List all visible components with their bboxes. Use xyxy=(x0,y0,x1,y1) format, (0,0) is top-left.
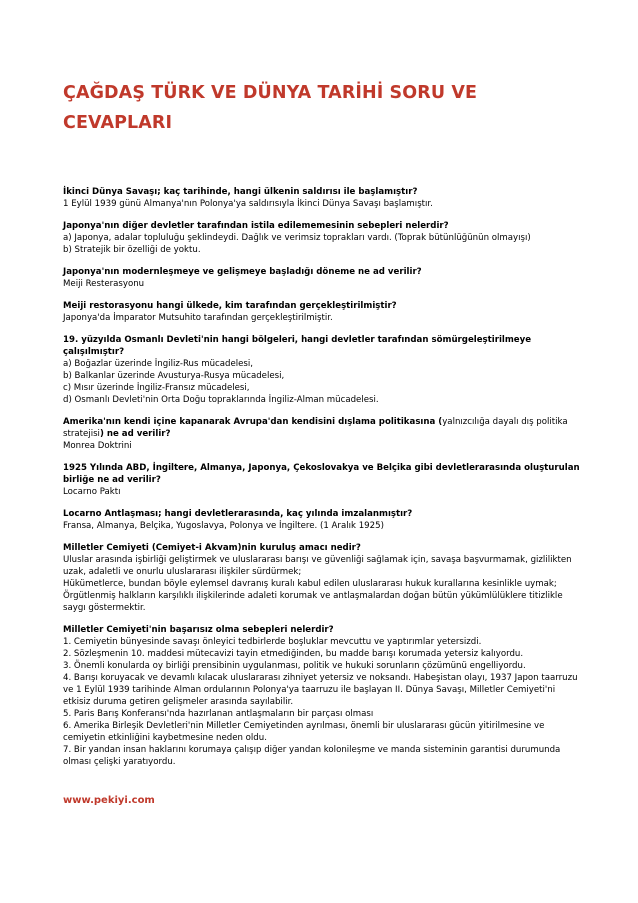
question-part: ) ne ad verilir? xyxy=(99,429,171,439)
question: Japonya'nın diğer devletler tarafından istila edilememesinin sebepleri nelerdir? xyxy=(63,221,449,231)
page-title xyxy=(63,78,583,138)
qa-item xyxy=(63,266,583,290)
question: Japonya'nın modernleşmeye ve gelişmeye başladığı döneme ne ad verilir? xyxy=(63,267,422,277)
question: Milletler Cemiyeti (Cemiyet-i Akvam)nin kuruluş amacı nedir? xyxy=(63,543,361,553)
answer-line: Uluslar arasında işbirliği geliştirmek ve uluslararası barışı ve güvenliği sağlamak için, savaşa başvurmamak, gizlilikten uzak, adaletli ve onurlu uluslararası ilişkiler sürdürmek; xyxy=(63,555,572,577)
question: Meiji restorasyonu hangi ülkede, kim tarafından gerçekleştirilmiştir? xyxy=(63,301,397,311)
answer-line: a) Boğazlar üzerinde İngiliz-Rus mücadelesi, xyxy=(63,359,254,369)
qa-item xyxy=(63,300,583,324)
answer-line: Fransa, Almanya, Belçika, Yugoslavya, Polonya ve İngiltere. (1 Aralık 1925) xyxy=(63,521,384,531)
answer-line: 2. Sözleşmenin 10. maddesi mütecavizi tayin etmediğinden, bu madde barışı korumada yetersiz kalıyordu. xyxy=(63,649,524,659)
answer-line: 1 Eylül 1939 günü Almanya'nın Polonya'ya saldırısıyla İkinci Dünya Savaşı başlamıştır. xyxy=(63,199,433,209)
question: Locarno Antlaşması; hangi devletlerarasında, kaç yılında imzalanmıştır? xyxy=(63,509,413,519)
qa-content xyxy=(63,186,583,778)
answer-line: c) Mısır üzerinde İngiliz-Fransız mücadelesi, xyxy=(63,383,250,393)
qa-item xyxy=(63,186,583,210)
answer-line: 6. Amerika Birleşik Devletleri'nin Milletler Cemiyetinden ayrılması, önemli bir uluslararası gücün yitirilmesine ve cemiyetin etkinliğini kaybetmesine neden oldu. xyxy=(63,721,545,743)
answer-line: b) Stratejik bir özelliği de yoktu. xyxy=(63,245,201,255)
qa-item xyxy=(63,220,583,256)
qa-item xyxy=(63,334,583,406)
answer-line: d) Osmanlı Devleti'nin Orta Doğu topraklarında İngiliz-Alman mücadelesi. xyxy=(63,395,379,405)
answer-line: b) Balkanlar üzerinde Avusturya-Rusya mücadelesi, xyxy=(63,371,285,381)
question-part-normal: yalnızcılığa dayalı dış politika stratejisi xyxy=(63,417,568,439)
question: 1925 Yılında ABD, İngiltere, Almanya, Japonya, Çekoslovakya ve Belçika gibi devletlerarasında oluşturulan birliğe ne ad verilir? xyxy=(63,463,580,485)
question: İkinci Dünya Savaşı; kaç tarihinde, hangi ülkenin saldırısı ile başlamıştır? xyxy=(63,187,418,197)
title-line-1: ÇAĞDAŞ TÜRK VE DÜNYA TARİHİ SORU VE xyxy=(63,83,478,103)
title-line-2: CEVAPLARI xyxy=(63,113,173,133)
answer-line: 7. Bir yandan insan haklarını korumaya çalışıp diğer yandan kolonileşme ve manda sisteminin garantisi durumunda olması çelişki yaratıyordu. xyxy=(63,745,561,767)
question xyxy=(63,416,583,440)
answer-line: 4. Barışı koruyacak ve devamlı kılacak uluslararası zihniyet yetersiz ve noksandı. Habeşistan olayı, 1937 Japon taarruzu ve 1 Eylül 1939 tarihinde Alman ordularının Polonya'ya taarruzu ile başlayan II. Dünya Savaşı, Milletler Cemiyeti'ni etkisiz duruma getiren gelişmeler arasında sayılabilir. xyxy=(63,673,578,707)
answer-line: a) Japonya, adalar topluluğu şeklindeydi. Dağlık ve verimsiz toprakları vardı. (Toprak bütünlüğünün olmayışı) xyxy=(63,233,531,243)
question: 19. yüzyılda Osmanlı Devleti'nin hangi bölgeleri, hangi devletler tarafından sömürgeleştirilmeye çalışılmıştır? xyxy=(63,335,532,357)
answer-line: 1. Cemiyetin bünyesinde savaşı önleyici tedbirlerde boşluklar mevcuttu ve yaptırımlar yetersizdi. xyxy=(63,637,482,647)
question-part: Amerika'nın kendi içine kapanarak Avrupa'dan kendisini dışlama politikasına ( xyxy=(63,417,443,427)
qa-item xyxy=(63,542,583,614)
answer-line: Meiji Resterasyonu xyxy=(63,279,145,289)
answer-line: Locarno Paktı xyxy=(63,487,121,497)
qa-item xyxy=(63,462,583,498)
answer-line: Japonya'da İmparator Mutsuhito tarafından gerçekleştirilmiştir. xyxy=(63,313,333,323)
qa-item xyxy=(63,416,583,452)
answer-line: Hükümetlerce, bundan böyle eylemsel davranış kuralı kabul edilen uluslararası hukuk kurallarına kesinlikle uymak; xyxy=(63,579,557,589)
question: Milletler Cemiyeti'nin başarısız olma sebepleri nelerdir? xyxy=(63,625,334,635)
answer-line: Örgütlenmiş halkların karşılıklı ilişkilerinde adaleti korumak ve antlaşmalardan doğan bütün yükümlülüklere titizlikle saygı göstermektir. xyxy=(63,591,563,613)
answer-line: 5. Paris Barış Konferansı'nda hazırlanan antlaşmaların bir parçası olması xyxy=(63,709,374,719)
qa-item xyxy=(63,624,583,768)
answer-line: Monrea Doktrini xyxy=(63,441,132,451)
qa-item xyxy=(63,508,583,532)
answer-line: 3. Önemli konularda oy birliği prensibinin uygulanması, politik ve hukuki sorunların çözümünü engelliyordu. xyxy=(63,661,526,671)
website-link[interactable]: www.pekiyi.com xyxy=(63,795,155,806)
